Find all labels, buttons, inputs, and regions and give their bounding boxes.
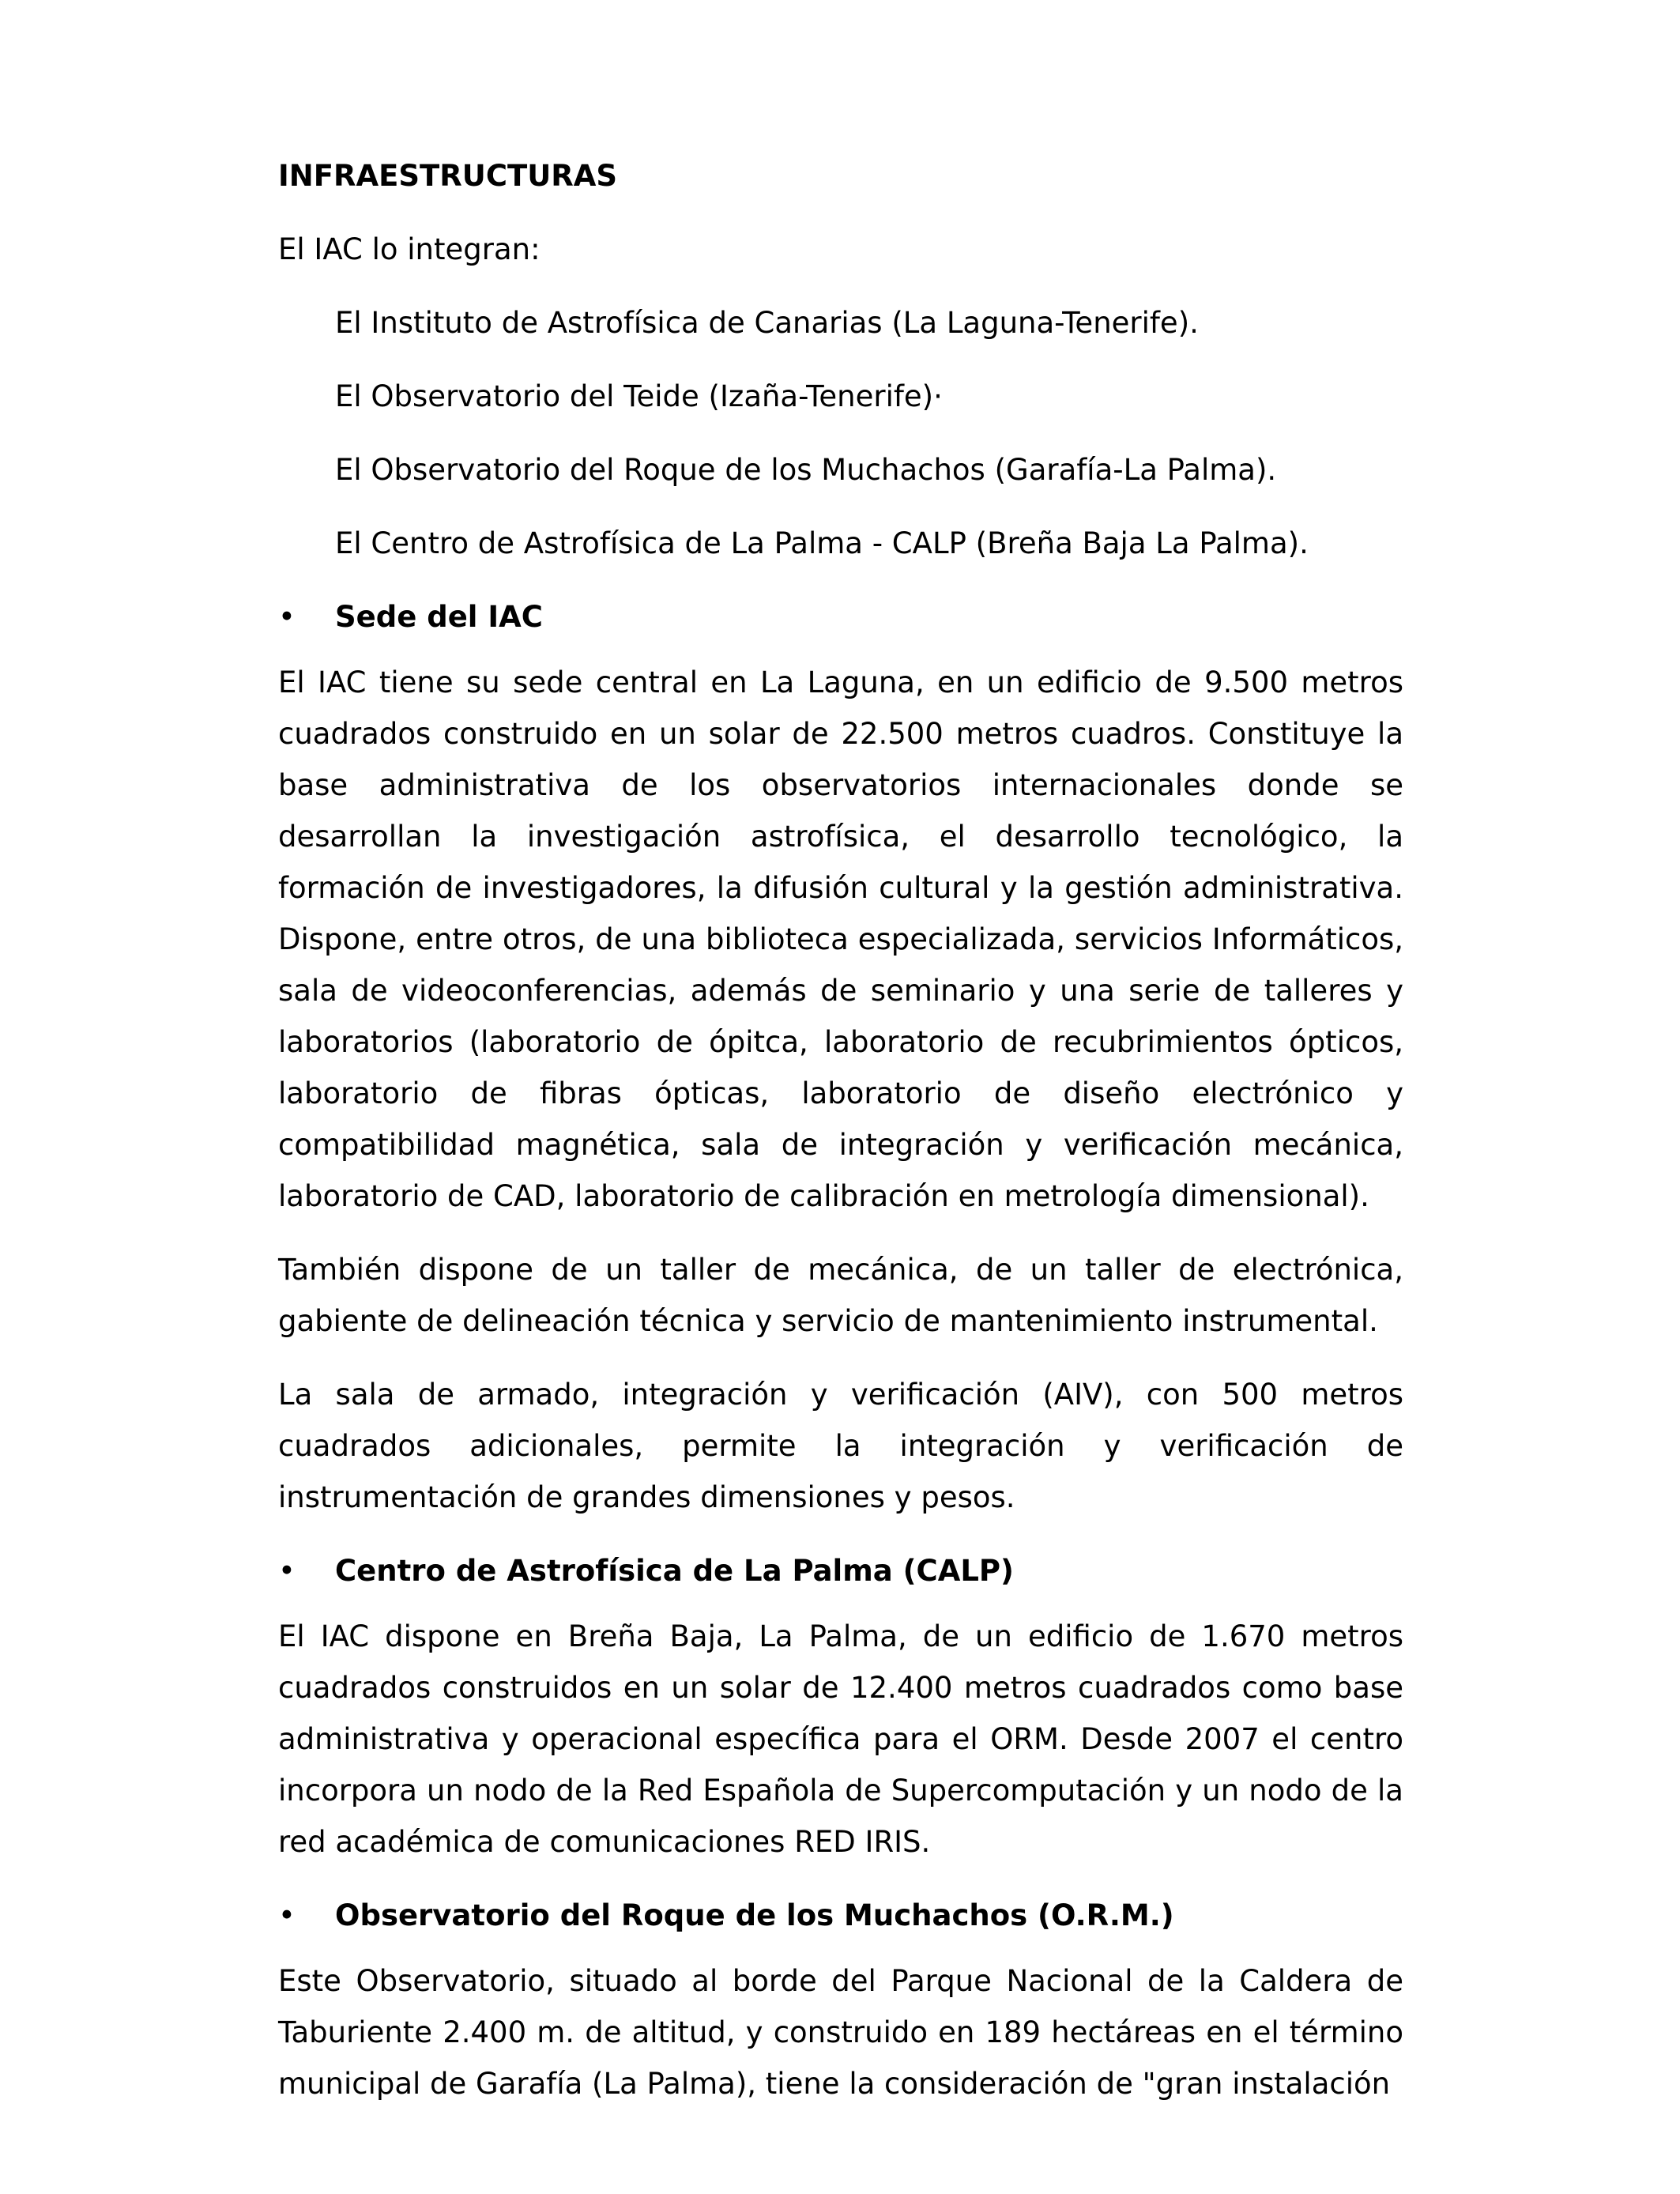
section-title-sede <box>278 591 1403 643</box>
entity-item: El Instituto de Astrofísica de Canarias (La Laguna-Tenerife). <box>335 306 1199 340</box>
entity-item: El Centro de Astrofísica de La Palma - CALP (Breña Baja La Palma). <box>335 526 1309 560</box>
entity-item: El Observatorio del Roque de los Muchachos (Garafía-La Palma). <box>335 453 1277 487</box>
section-paragraph: El IAC dispone en Breña Baja, La Palma, de un edificio de 1.670 metros cuadrados construidos en un solar de 12.400 metros cuadrados como base administrativa y operacional específica para el ORM. Desde 2007 el centro incorpora un nodo de la Red Española de Supercomputación y un nodo de la red académica de comunicaciones RED IRIS. <box>278 1619 1403 1859</box>
section-paragraph: Este Observatorio, situado al borde del Parque Nacional de la Caldera de Taburiente 2.400 m. de altitud, y construido en 189 hectáreas en el término municipal de Garafía (La Palma), tiene la consideración de "gran instalación <box>278 1964 1403 2101</box>
section-title-calp <box>278 1545 1403 1596</box>
section-title-orm <box>278 1890 1403 1941</box>
section-paragraph: También dispone de un taller de mecánica, de un taller de electrónica, gabiente de delineación técnica y servicio de mantenimiento instrumental. <box>278 1253 1403 1338</box>
section-title-text: Centro de Astrofísica de La Palma (CALP) <box>335 1554 1014 1588</box>
section-paragraph: La sala de armado, integración y verificación (AIV), con 500 metros cuadrados adicionales, permite la integración y verificación de instrumentación de grandes dimensiones y pesos. <box>278 1378 1403 1514</box>
section-title-text: Observatorio del Roque de los Muchachos (O.R.M.) <box>335 1898 1174 1932</box>
document-heading: INFRAESTRUCTURAS <box>278 159 618 193</box>
section-paragraph: El IAC tiene su sede central en La Laguna, en un edificio de 9.500 metros cuadrados construido en un solar de 22.500 metros cuadros. Constituye la base administrativa de los observatorios internacionales donde se desarrollan la investigación astrofísica, el desarrollo tecnológico, la formación de investigadores, la difusión cultural y la gestión administrativa. Dispone, entre otros, de una biblioteca especializada, servicios Informáticos, sala de videoconferencias, además de seminario y una serie de talleres y laboratorios (laboratorio de ópitca, laboratorio de recubrimientos ópticos, laboratorio de fibras ópticas, laboratorio de diseño electrónico y compatibilidad magnética, sala de integración y verificación mecánica, laboratorio de CAD, laboratorio de calibración en metrología dimensional). <box>278 665 1403 1213</box>
intro-text: El IAC lo integran: <box>278 232 541 266</box>
bullet-icon: • <box>278 1554 296 1588</box>
entity-item: El Observatorio del Teide (Izaña-Tenerife)· <box>335 379 943 413</box>
document-page <box>278 150 1403 2132</box>
bullet-icon: • <box>278 1898 296 1932</box>
section-title-text: Sede del IAC <box>335 600 543 634</box>
bullet-icon: • <box>278 600 296 634</box>
